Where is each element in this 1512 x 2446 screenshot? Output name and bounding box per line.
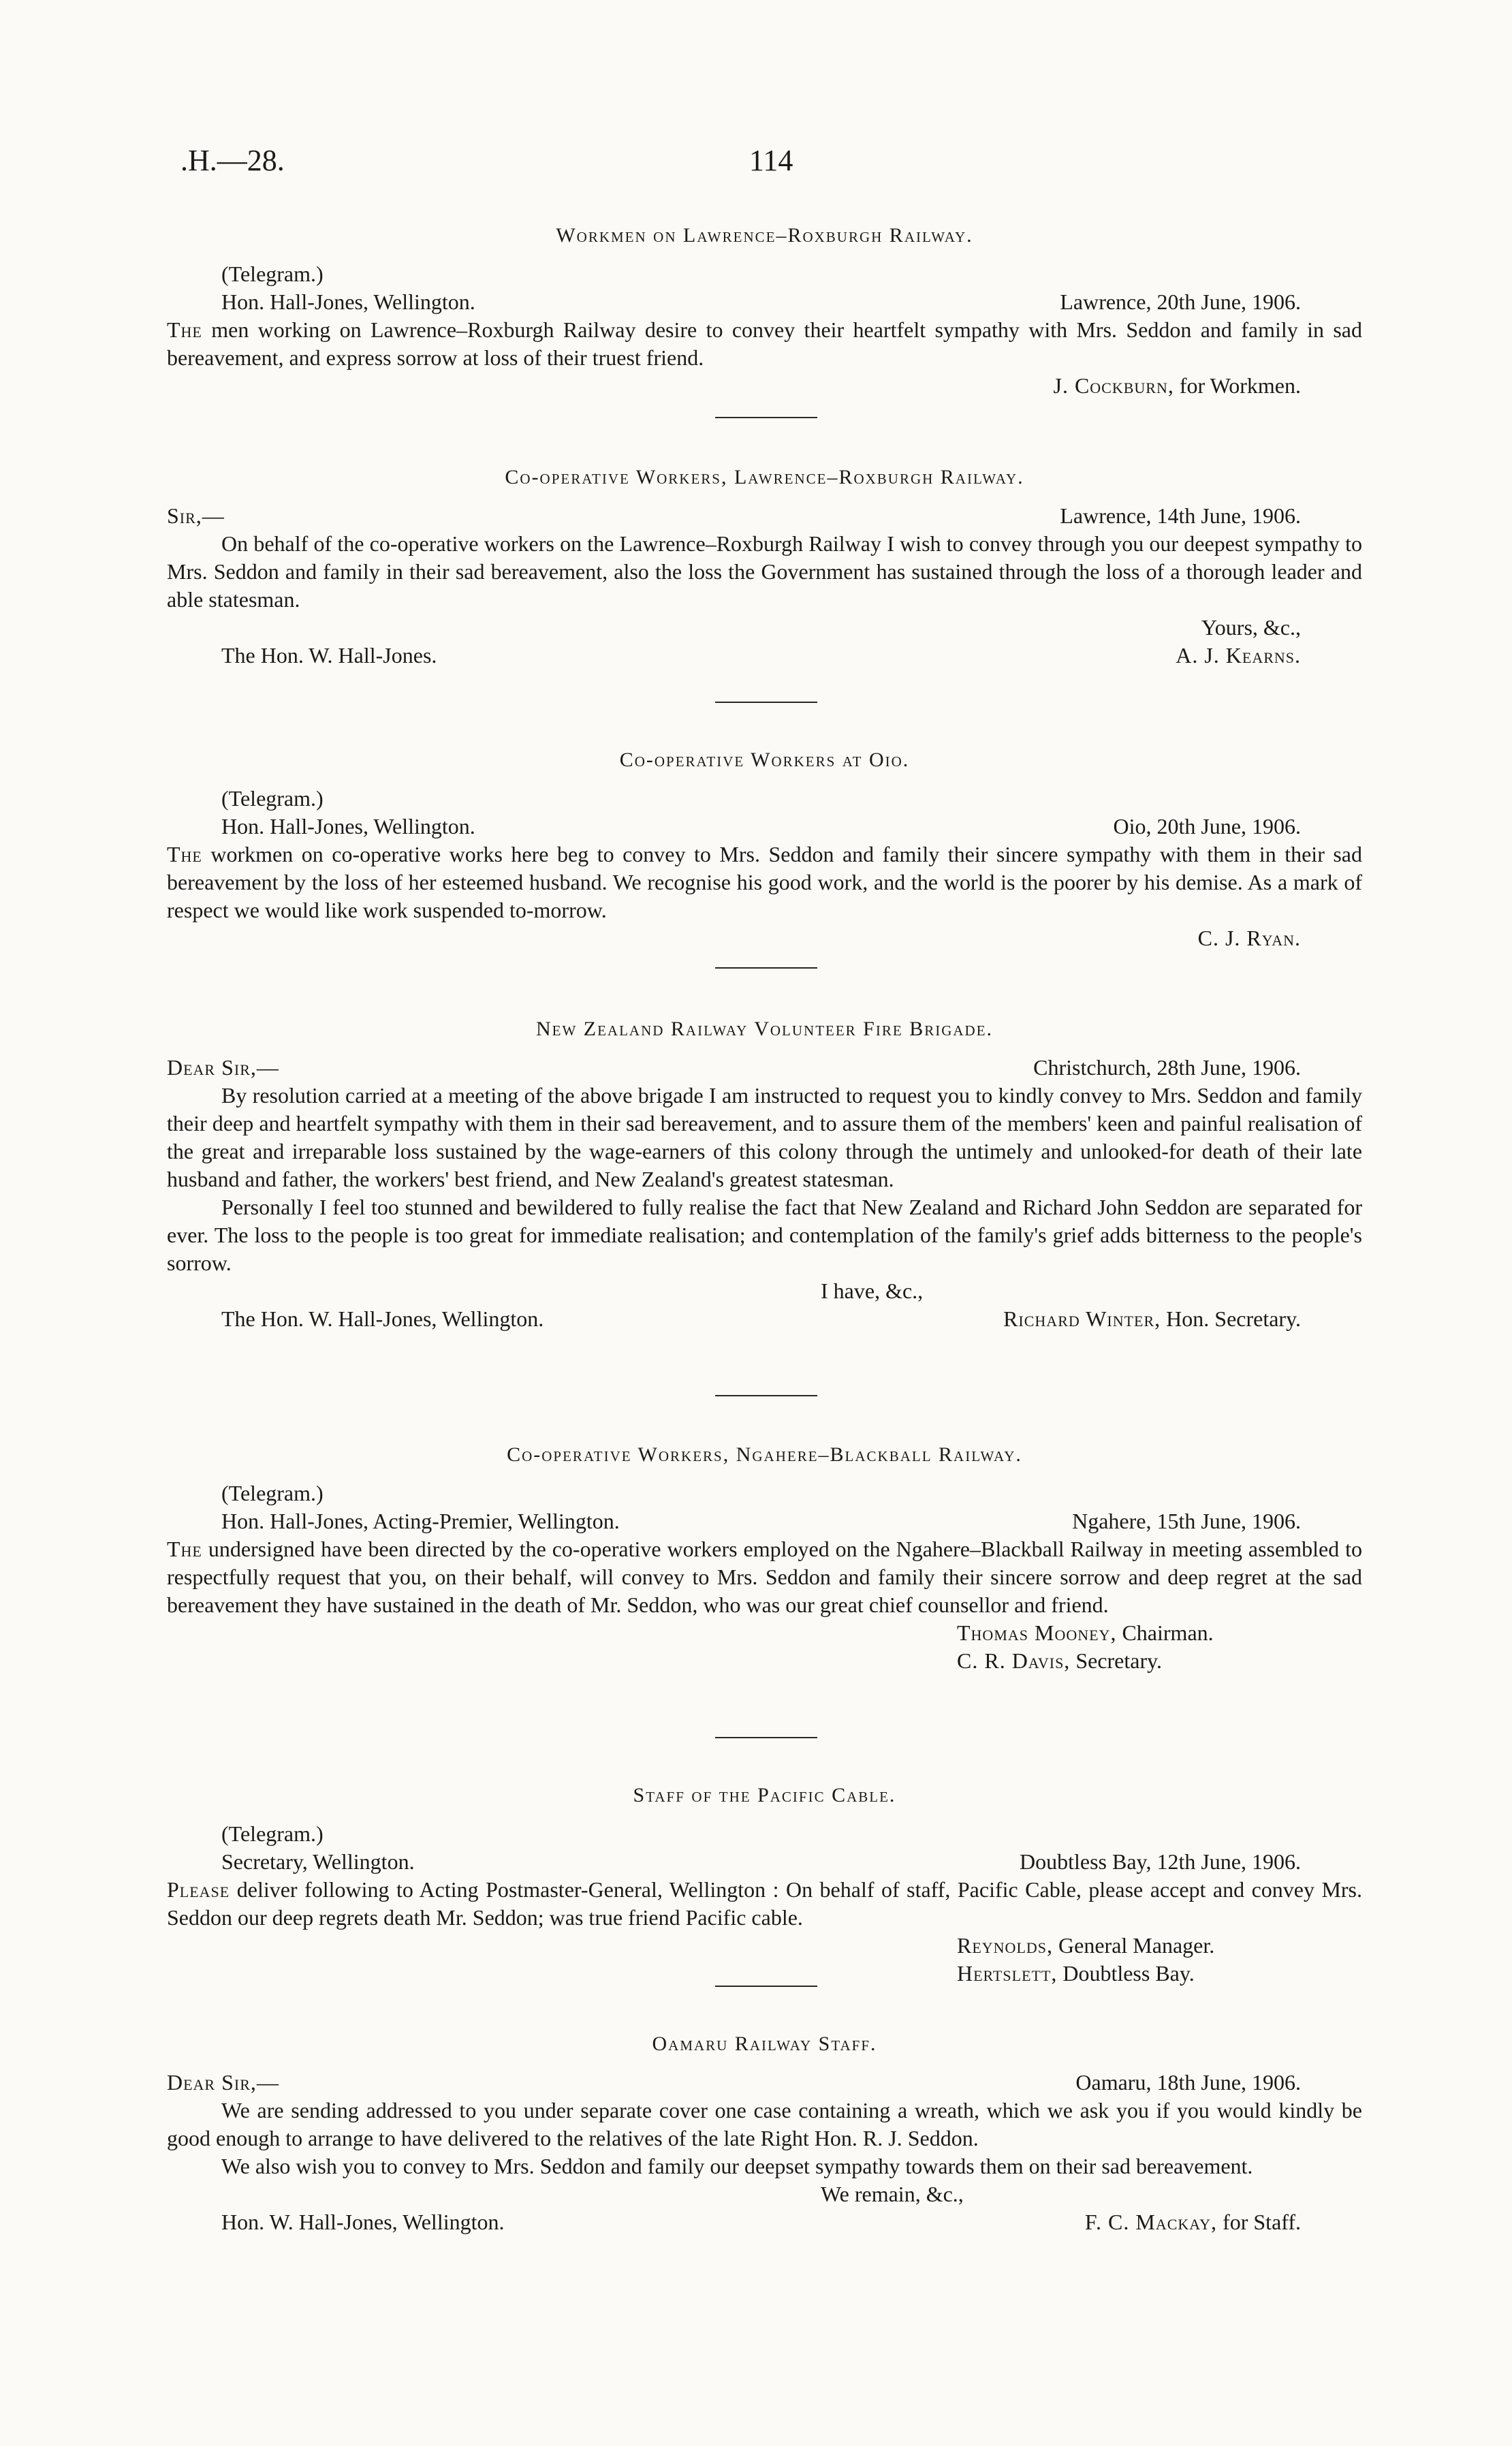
place-date: Oio, 20th June, 1906.: [1113, 814, 1301, 838]
addressee: The Hon. W. Hall-Jones.: [221, 643, 437, 668]
section-divider: [715, 417, 817, 418]
signature: A. J. Kearns.: [1176, 643, 1301, 668]
section-title: New Zealand Railway Volunteer Fire Brigade.: [535, 1018, 994, 1040]
closing: I have, &c.,: [821, 1279, 924, 1303]
section-title: Staff of the Pacific Cable.: [633, 1784, 896, 1806]
section-coop-ngahere-blackball: [167, 1441, 1362, 1675]
section-coop-lawrence-roxburgh: [167, 463, 1362, 670]
signature: C. J. Ryan.: [1197, 926, 1301, 950]
addressee: Hon. W. Hall-Jones, Wellington.: [221, 2210, 505, 2234]
message-body: On behalf of the co-operative workers on the Lawrence–Roxburgh Railway I wish to convey through you our deepest sympathy to Mrs. Seddon and family in their sad bereavement, also the loss the Government has sustained through the loss of a thorough leader and able statesman.: [167, 531, 1362, 612]
salutation: Sir,—: [167, 503, 225, 528]
place-date: Oamaru, 18th June, 1906.: [1075, 2070, 1301, 2095]
signature: J. Cockburn, for Workmen.: [1053, 373, 1301, 398]
telegram-label: (Telegram.): [221, 786, 324, 811]
message-body: The undersigned have been directed by the co-operative workers employed on the Ngahere–Blackball Railway in meeting assembled to respectfully request that you, on their behalf, will convey to Mrs. Seddon and family their sincere sorrow and deep regret at the sad bereavement they have sustained in the death of Mr. Seddon, who was our great chief counsellor and friend.: [167, 1537, 1363, 1617]
section-divider: [715, 702, 817, 703]
message-body: Please deliver following to Acting Postmaster-General, Wellington : On behalf of staff, Pacific Cable, please accept and convey Mrs. Seddon our deep regrets death Mr. Seddon; was true friend Pacific cable.: [167, 1877, 1363, 1930]
place-date: Christchurch, 28th June, 1906.: [1033, 1055, 1301, 1080]
telegram-label: (Telegram.): [221, 1481, 324, 1505]
section-title: Oamaru Railway Staff.: [652, 2033, 877, 2055]
signature: F. C. Mackay, for Staff.: [1084, 2210, 1301, 2234]
section-divider: [715, 1986, 817, 1987]
signature-1: Reynolds, General Manager.: [957, 1933, 1215, 1958]
message-body-2: We also wish you to convey to Mrs. Seddon and family our deepset sympathy towards them on their sad bereavement.: [221, 2154, 1253, 2178]
section-oamaru-staff: [167, 2030, 1362, 2236]
place-date: Lawrence, 14th June, 1906.: [1060, 503, 1301, 528]
section-divider: [715, 1737, 817, 1738]
section-workmen-lawrence-roxburgh: [167, 221, 1362, 400]
addressee: Hon. Hall-Jones, Wellington.: [221, 814, 475, 838]
section-title: Co-operative Workers at Oio.: [619, 749, 910, 771]
place-date: Ngahere, 15th June, 1906.: [1072, 1509, 1301, 1533]
section-coop-oio: [167, 746, 1362, 952]
addressee: Hon. Hall-Jones, Acting-Premier, Wellington.: [221, 1509, 620, 1533]
section-title: Workmen on Lawrence–Roxburgh Railway.: [556, 224, 973, 247]
message-body: The men working on Lawrence–Roxburgh Railway desire to convey their heartfelt sympathy with Mrs. Seddon and family in sad bereavement, and express sorrow at loss of their truest friend.: [167, 317, 1363, 370]
closing: Yours, &c.,: [1201, 615, 1301, 640]
page-number: 114: [749, 144, 793, 177]
message-body: By resolution carried at a meeting of the above brigade I am instructed to request you to kindly convey to Mrs. Seddon and family their deep and heartfelt sympathy with them in their sad bereavement, and to assure them of the members' keen and painful realisation of the great and irreparable loss sustained by the wage-earners of this colony through the untimely and unlooked-for death of their late husband and father, the workers' best friend, and New Zealand's greatest statesman.: [167, 1083, 1362, 1191]
addressee: Secretary, Wellington.: [221, 1849, 415, 1874]
message-body-2: Personally I feel too stunned and bewildered to fully realise the fact that New Zealand and Richard John Seddon are separated for ever. The loss to the people is too great for immediate realisation; and contemplation of the family's grief adds bitterness to the people's sorrow.: [167, 1195, 1362, 1275]
signature-2: C. R. Davis, Secretary.: [957, 1648, 1163, 1673]
place-date: Doubtless Bay, 12th June, 1906.: [1019, 1849, 1301, 1874]
telegram-label: (Telegram.): [221, 262, 324, 286]
section-fire-brigade: [167, 1015, 1362, 1333]
addressee: The Hon. W. Hall-Jones, Wellington.: [221, 1306, 544, 1331]
document-code: .H.—28.: [180, 144, 285, 177]
salutation: Dear Sir,—: [167, 2070, 279, 2095]
section-title: Co-operative Workers, Lawrence–Roxburgh Railway.: [505, 466, 1024, 488]
section-divider: [715, 1395, 817, 1396]
section-divider: [715, 967, 817, 969]
section-pacific-cable: [167, 1781, 1362, 1988]
section-title: Co-operative Workers, Ngahere–Blackball Railway.: [507, 1443, 1022, 1466]
signature-1: Thomas Mooney, Chairman.: [957, 1620, 1214, 1645]
closing: We remain, &c.,: [821, 2182, 964, 2206]
place-date: Lawrence, 20th June, 1906.: [1060, 289, 1301, 314]
signature: Richard Winter, Hon. Secretary.: [1003, 1306, 1301, 1331]
addressee: Hon. Hall-Jones, Wellington.: [221, 289, 475, 314]
telegram-label: (Telegram.): [221, 1821, 324, 1846]
message-body: The workmen on co-operative works here beg to convey to Mrs. Seddon and family their sincere sympathy with them in their sad bereavement by the loss of her esteemed husband. We recognise his good work, and the world is the poorer by his demise. As a mark of respect we would like work suspended to-morrow.: [167, 842, 1363, 922]
message-body: We are sending addressed to you under separate cover one case containing a wreath, which we ask you if you would kindly be good enough to arrange to have delivered to the relatives of the late Right Hon. R. J. Seddon.: [167, 2098, 1362, 2150]
signature-2: Hertslett, Doubtless Bay.: [957, 1961, 1195, 1986]
salutation: Dear Sir,—: [167, 1055, 279, 1080]
